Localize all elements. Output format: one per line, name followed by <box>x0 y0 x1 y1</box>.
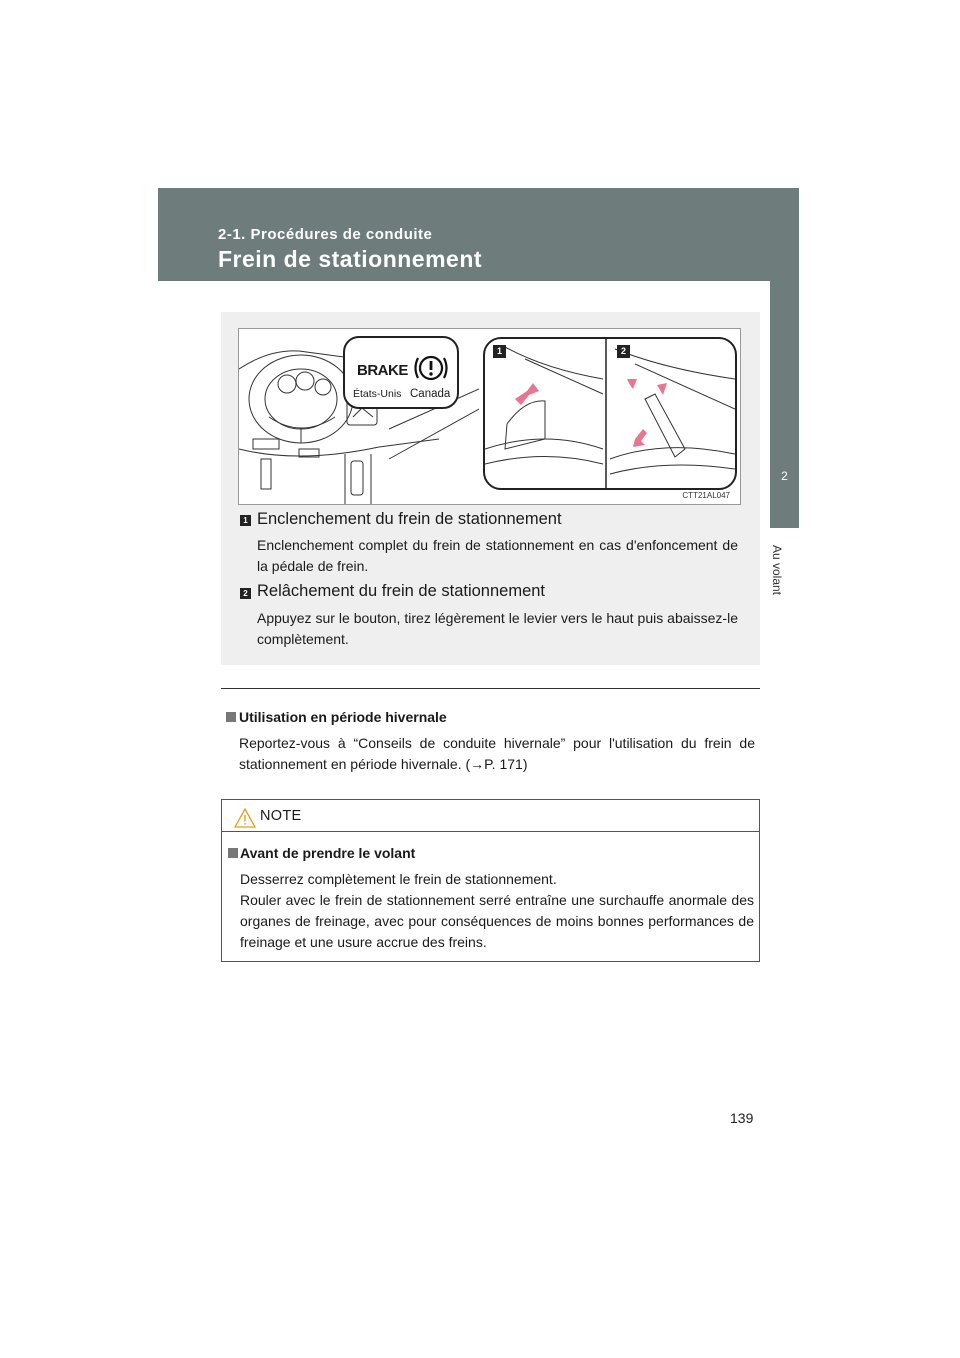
figure-code: CTT21AL047 <box>682 491 730 500</box>
parking-brake-figure <box>238 328 741 505</box>
winter-title: Utilisation en période hivernale <box>239 709 447 725</box>
chapter-tab[interactable] <box>770 281 799 528</box>
indicator-callout <box>343 336 459 409</box>
region-canada-label: Canada <box>410 388 451 400</box>
figure-badge-2: 2 <box>617 345 630 358</box>
chapter-number: 2 <box>781 469 788 483</box>
section-divider <box>221 688 760 689</box>
lever-zoom-frame <box>483 337 737 490</box>
bullet-square-icon <box>228 848 238 858</box>
item-badge-1: 1 <box>240 515 251 526</box>
note-box <box>221 799 760 962</box>
figure-badge-1: 1 <box>493 345 506 358</box>
chapter-label: Au volant <box>770 544 784 596</box>
region-us-label: États-Unis <box>353 388 402 400</box>
item-title-engage: Enclenchement du frein de stationnement <box>257 510 562 528</box>
item-title-release: Relâchement du frein de stationnement <box>257 582 546 600</box>
parking-lever-icon <box>485 339 735 489</box>
page-number: 139 <box>730 1110 754 1126</box>
item-badge-2: 2 <box>240 588 251 599</box>
section-label: 2-1. Procédures de conduite <box>218 226 433 243</box>
note-divider <box>222 831 759 832</box>
note-line-1: Desserrez complètement le frein de stationnement. <box>240 871 557 887</box>
page-header <box>158 188 799 281</box>
winter-text: Reportez-vous à “Conseils de conduite hivernale” pour l'utilisation du frein de stationnement en période hivernale. (→P. 171) <box>239 735 755 772</box>
page-title: Frein de stationnement <box>218 246 483 272</box>
brake-warning-icon <box>411 353 451 383</box>
brake-label: BRAKE <box>357 362 408 379</box>
item-text-engage: Enclenchement complet du frein de stationnement en cas d'enfoncement de la pédale de frein. <box>257 537 738 574</box>
note-line-2: Rouler avec le frein de stationnement serré entraîne une surchauffe anormale des organes de freinage, avec pour conséquences de moins bonnes performances de freinage et une usure accrue des freins. <box>240 892 754 950</box>
note-label: NOTE <box>260 808 302 824</box>
note-subtitle: Avant de prendre le volant <box>240 845 416 861</box>
item-text-release: Appuyez sur le bouton, tirez légèrement le levier vers le haut puis abaissez-le complètement. <box>257 610 738 647</box>
warning-triangle-icon <box>234 808 256 828</box>
bullet-square-icon <box>226 712 236 722</box>
